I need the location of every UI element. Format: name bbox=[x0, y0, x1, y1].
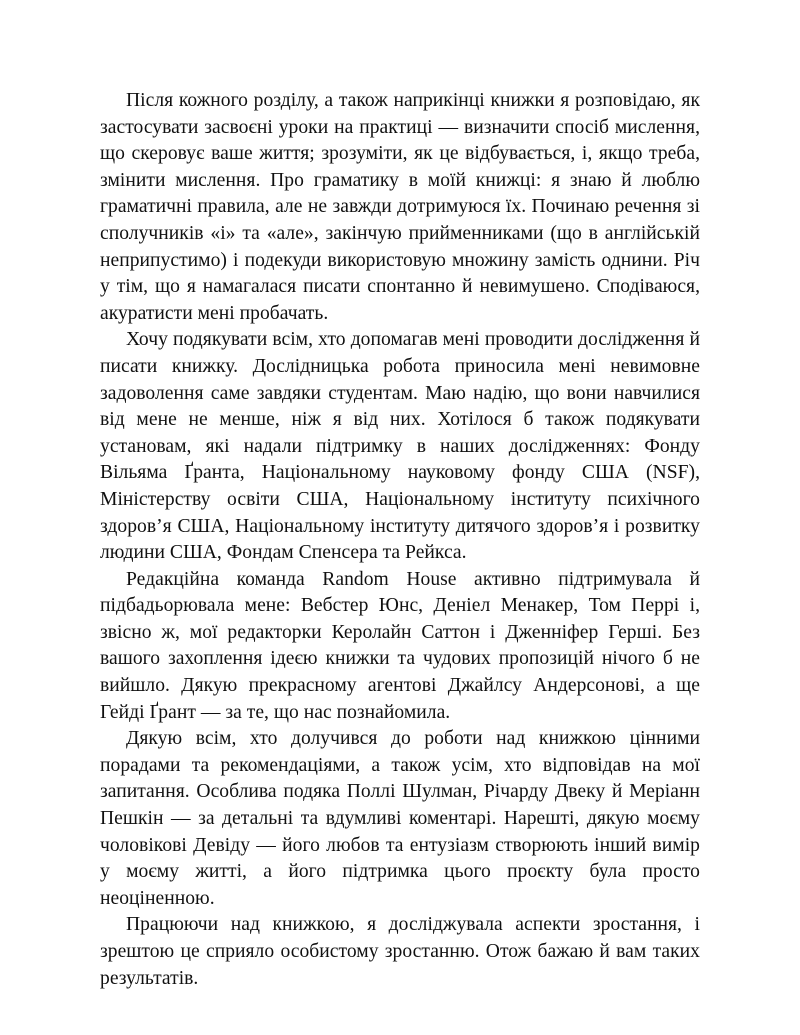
paragraph-5: Працюючи над книжкою, я досліджувала аспекти зростання, і зрештою це сприяло особистому зростанню. Отож бажаю й вам таких результатів. bbox=[100, 914, 700, 989]
paragraph-4: Дякую всім, хто долучився до роботи над книжкою цінними порадами та рекомендаціями, а також усім, хто відповідав на мої запитання. Особлива подяка Поллі Шулман, Річарду Двеку й Меріанн Пешкін — за детальні та вдумливі коментарі. Нарешті, дякую моєму чоловікові Девіду — його любов та ентузіазм створюють інший вимір у моєму житті, а його підтримка цього проєкту була просто неоціненною. bbox=[100, 728, 700, 909]
body-text-column bbox=[100, 88, 700, 992]
paragraph-3: Редакційна команда Random House активно підтримувала й підбадьорювала мене: Вебстер Юнс, Деніел Менакер, Том Перрі і, звісно ж, мої редакторки Керолайн Саттон і Дженніфер Герші. Без вашого захоплення ідеєю книжки та чудових пропозицій нічого б не вийшло. Дякую прекрасному агентові Джайлсу Андерсонові, а ще Гейді Ґрант — за те, що нас познайомила. bbox=[100, 568, 700, 723]
paragraph-2: Хочу подякувати всім, хто допомагав мені проводити дослідження й писати книжку. Дослідницька робота приносила мені невимовне задоволення саме завдяки студентам. Маю надію, що вони навчилися від мене не менше, ніж я від них. Хотілося б також подякувати установам, які надали підтримку в наших дослідженнях: Фонду Вільяма Ґранта, Національному науковому фонду США (NSF), Міністерству освіти США, Національному інституту психічного здоров’я США, Національному інституту дитячого здоров’я і розвитку людини США, Фондам Спенсера та Рейкса. bbox=[100, 329, 700, 564]
paragraph-1: Після кожного розділу, а також наприкінці книжки я розповідаю, як застосувати засвоєні уроки на практиці — визначити спосіб мислення, що скеровує ваше життя; зрозуміти, як це відбувається, і, якщо треба, змінити мислення. Про граматику в моїй книжці: я знаю й люблю граматичні правила, але не завжди дотримуюся їх. Починаю речення зі сполучників «і» та «але», закінчую прийменниками (що в англійській неприпустимо) і подекуди використовую множину замість однини. Річ у тім, що я намагалася писати спонтанно й невимушено. Сподіваюся, акуратисти мені пробачать. bbox=[100, 90, 700, 324]
